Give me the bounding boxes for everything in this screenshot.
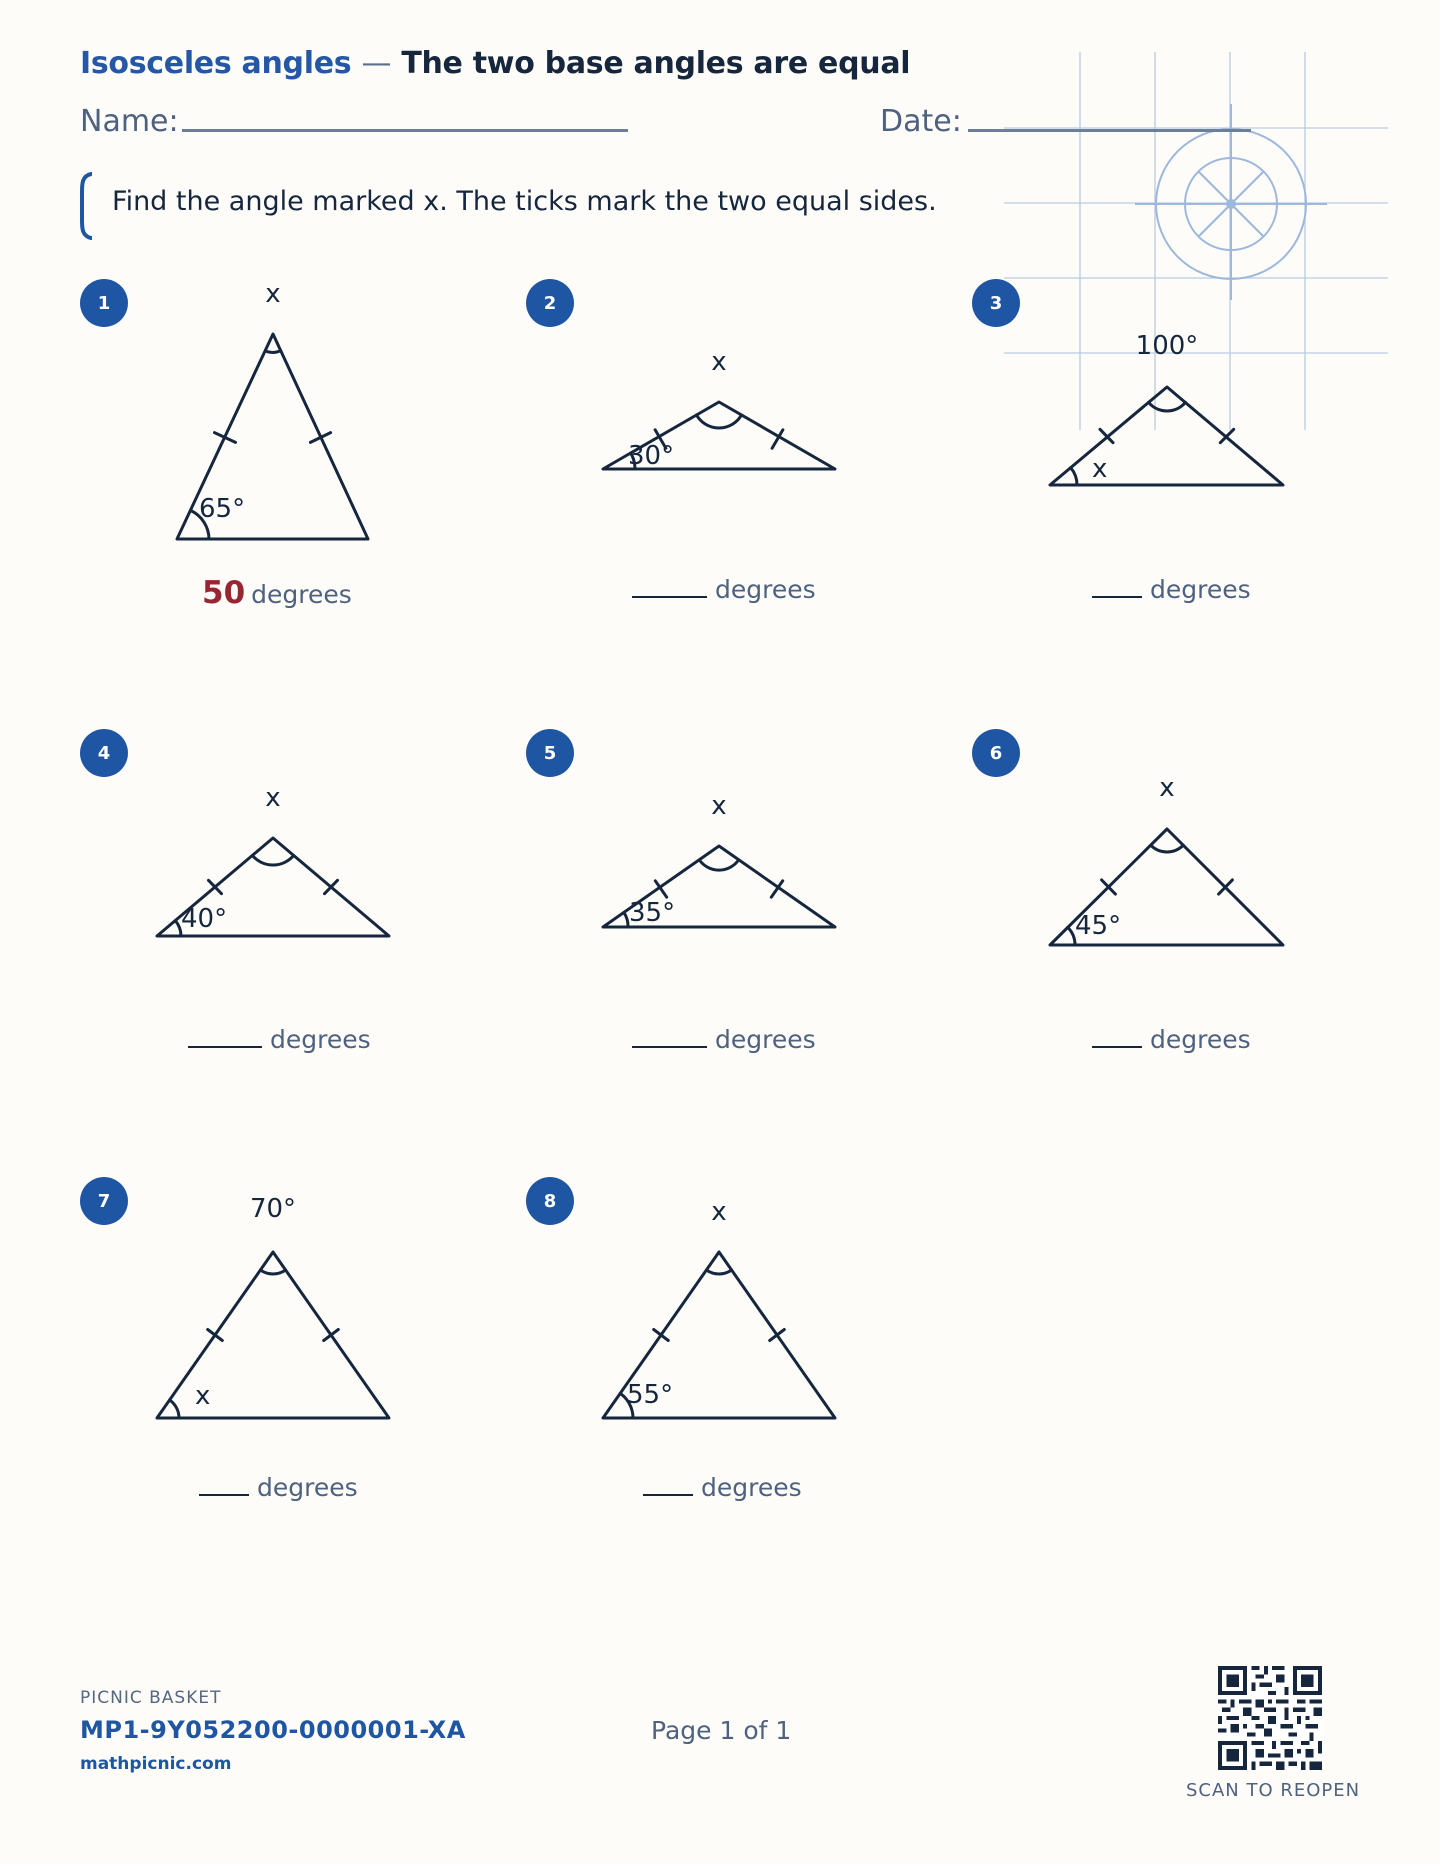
date-line <box>968 129 1251 132</box>
base-label: 55° <box>627 1380 674 1410</box>
answer-unit: degrees <box>270 1025 371 1054</box>
triangle-figure <box>140 1180 400 1420</box>
base-angle-arc <box>624 912 628 927</box>
instruction-bracket <box>80 172 92 240</box>
problem-number-badge: 1 <box>80 279 128 327</box>
title-separator: — <box>361 46 392 81</box>
triangle-shape <box>157 1252 389 1418</box>
apex-angle-arc <box>697 415 742 428</box>
equal-side-tick <box>208 1330 223 1341</box>
title-accent: Isosceles angles <box>80 46 352 81</box>
problem-number-badge: 6 <box>972 729 1020 777</box>
answer-blank[interactable] <box>1092 1046 1142 1048</box>
apex-angle-arc <box>1151 845 1184 852</box>
base-label: 65° <box>199 494 246 524</box>
scan-label: SCAN TO REOPEN <box>1186 1780 1361 1801</box>
triangle-figure <box>590 1190 850 1420</box>
answer-blank[interactable] <box>199 1494 249 1496</box>
answer-unit: degrees <box>257 1473 358 1502</box>
answer-line <box>1092 575 1251 604</box>
answer-blank[interactable] <box>188 1046 262 1048</box>
triangle-figure <box>1030 320 1300 500</box>
title-main: The two base angles are equal <box>401 46 911 81</box>
answer-line <box>1092 1025 1251 1054</box>
page-title <box>80 46 910 81</box>
page-number: Page 1 of 1 <box>651 1716 792 1745</box>
problem-number-badge: 2 <box>526 279 574 327</box>
answer-unit: degrees <box>715 575 816 604</box>
problem-number-badge: 8 <box>526 1177 574 1225</box>
triangle-figure <box>140 270 400 560</box>
answer-blank[interactable] <box>632 1046 707 1048</box>
answer-line <box>632 1025 816 1054</box>
triangle-figure <box>1030 770 1300 950</box>
apex-label: x <box>711 1197 727 1227</box>
apex-label: 70° <box>249 1194 297 1224</box>
footer-url[interactable]: mathpicnic.com <box>80 1754 232 1774</box>
apex-label: x <box>265 783 281 813</box>
answer-blank[interactable] <box>1092 596 1142 598</box>
equal-side-tick <box>770 1330 785 1341</box>
equal-side-tick <box>654 1330 669 1341</box>
apex-label: x <box>1159 773 1175 803</box>
footer-brand: PICNIC BASKET <box>80 1688 222 1708</box>
worksheet-code: MP1-9Y052200-0000001-XA <box>80 1716 466 1744</box>
answer-line <box>643 1473 802 1502</box>
answer-unit: degrees <box>701 1473 802 1502</box>
apex-angle-arc <box>260 1270 285 1274</box>
problem-number-badge: 4 <box>80 729 128 777</box>
triangle-figure <box>590 790 850 940</box>
answer-blank[interactable] <box>643 1494 693 1496</box>
problem-number-badge: 5 <box>526 729 574 777</box>
name-label: Name: <box>80 104 179 139</box>
qr-code-icon[interactable] <box>1218 1666 1322 1770</box>
base-angle-arc <box>1071 468 1077 485</box>
base-label: 45° <box>1075 911 1122 941</box>
problem-number-badge: 7 <box>80 1177 128 1225</box>
answer-unit: degrees <box>251 580 352 609</box>
apex-angle-arc <box>252 856 293 866</box>
answer-unit: degrees <box>1150 575 1251 604</box>
answer-value[interactable]: 50 <box>202 575 246 611</box>
apex-label: x <box>265 279 281 309</box>
equal-side-tick <box>324 1330 339 1341</box>
problem-number-badge: 3 <box>972 279 1020 327</box>
answer-blank[interactable] <box>632 596 707 598</box>
answer-line <box>202 575 352 611</box>
base-angle-arc <box>1068 927 1075 945</box>
answer-line <box>188 1025 371 1054</box>
apex-angle-arc <box>706 1270 731 1274</box>
apex-label: x <box>711 791 727 821</box>
triangle-figure <box>590 340 850 490</box>
date-label: Date: <box>880 104 962 139</box>
triangle-figure <box>140 780 400 950</box>
apex-label: x <box>711 347 727 377</box>
base-angle-arc <box>170 1400 179 1418</box>
instructions-text: Find the angle marked x. The ticks mark the two equal sides. <box>112 186 937 217</box>
base-label: 40° <box>181 904 228 934</box>
answer-line <box>199 1473 358 1502</box>
name-line <box>182 129 628 132</box>
base-label: 30° <box>628 441 675 471</box>
base-label: 35° <box>629 898 676 928</box>
answer-line <box>632 575 816 604</box>
apex-label: 100° <box>1135 331 1199 361</box>
apex-angle-arc <box>699 860 738 870</box>
answer-unit: degrees <box>715 1025 816 1054</box>
answer-unit: degrees <box>1150 1025 1251 1054</box>
triangle-shape <box>1050 387 1283 485</box>
apex-angle-arc <box>1149 402 1186 411</box>
base-label: x <box>1092 454 1108 484</box>
apex-angle-arc <box>266 351 281 353</box>
base-label: x <box>195 1381 211 1411</box>
